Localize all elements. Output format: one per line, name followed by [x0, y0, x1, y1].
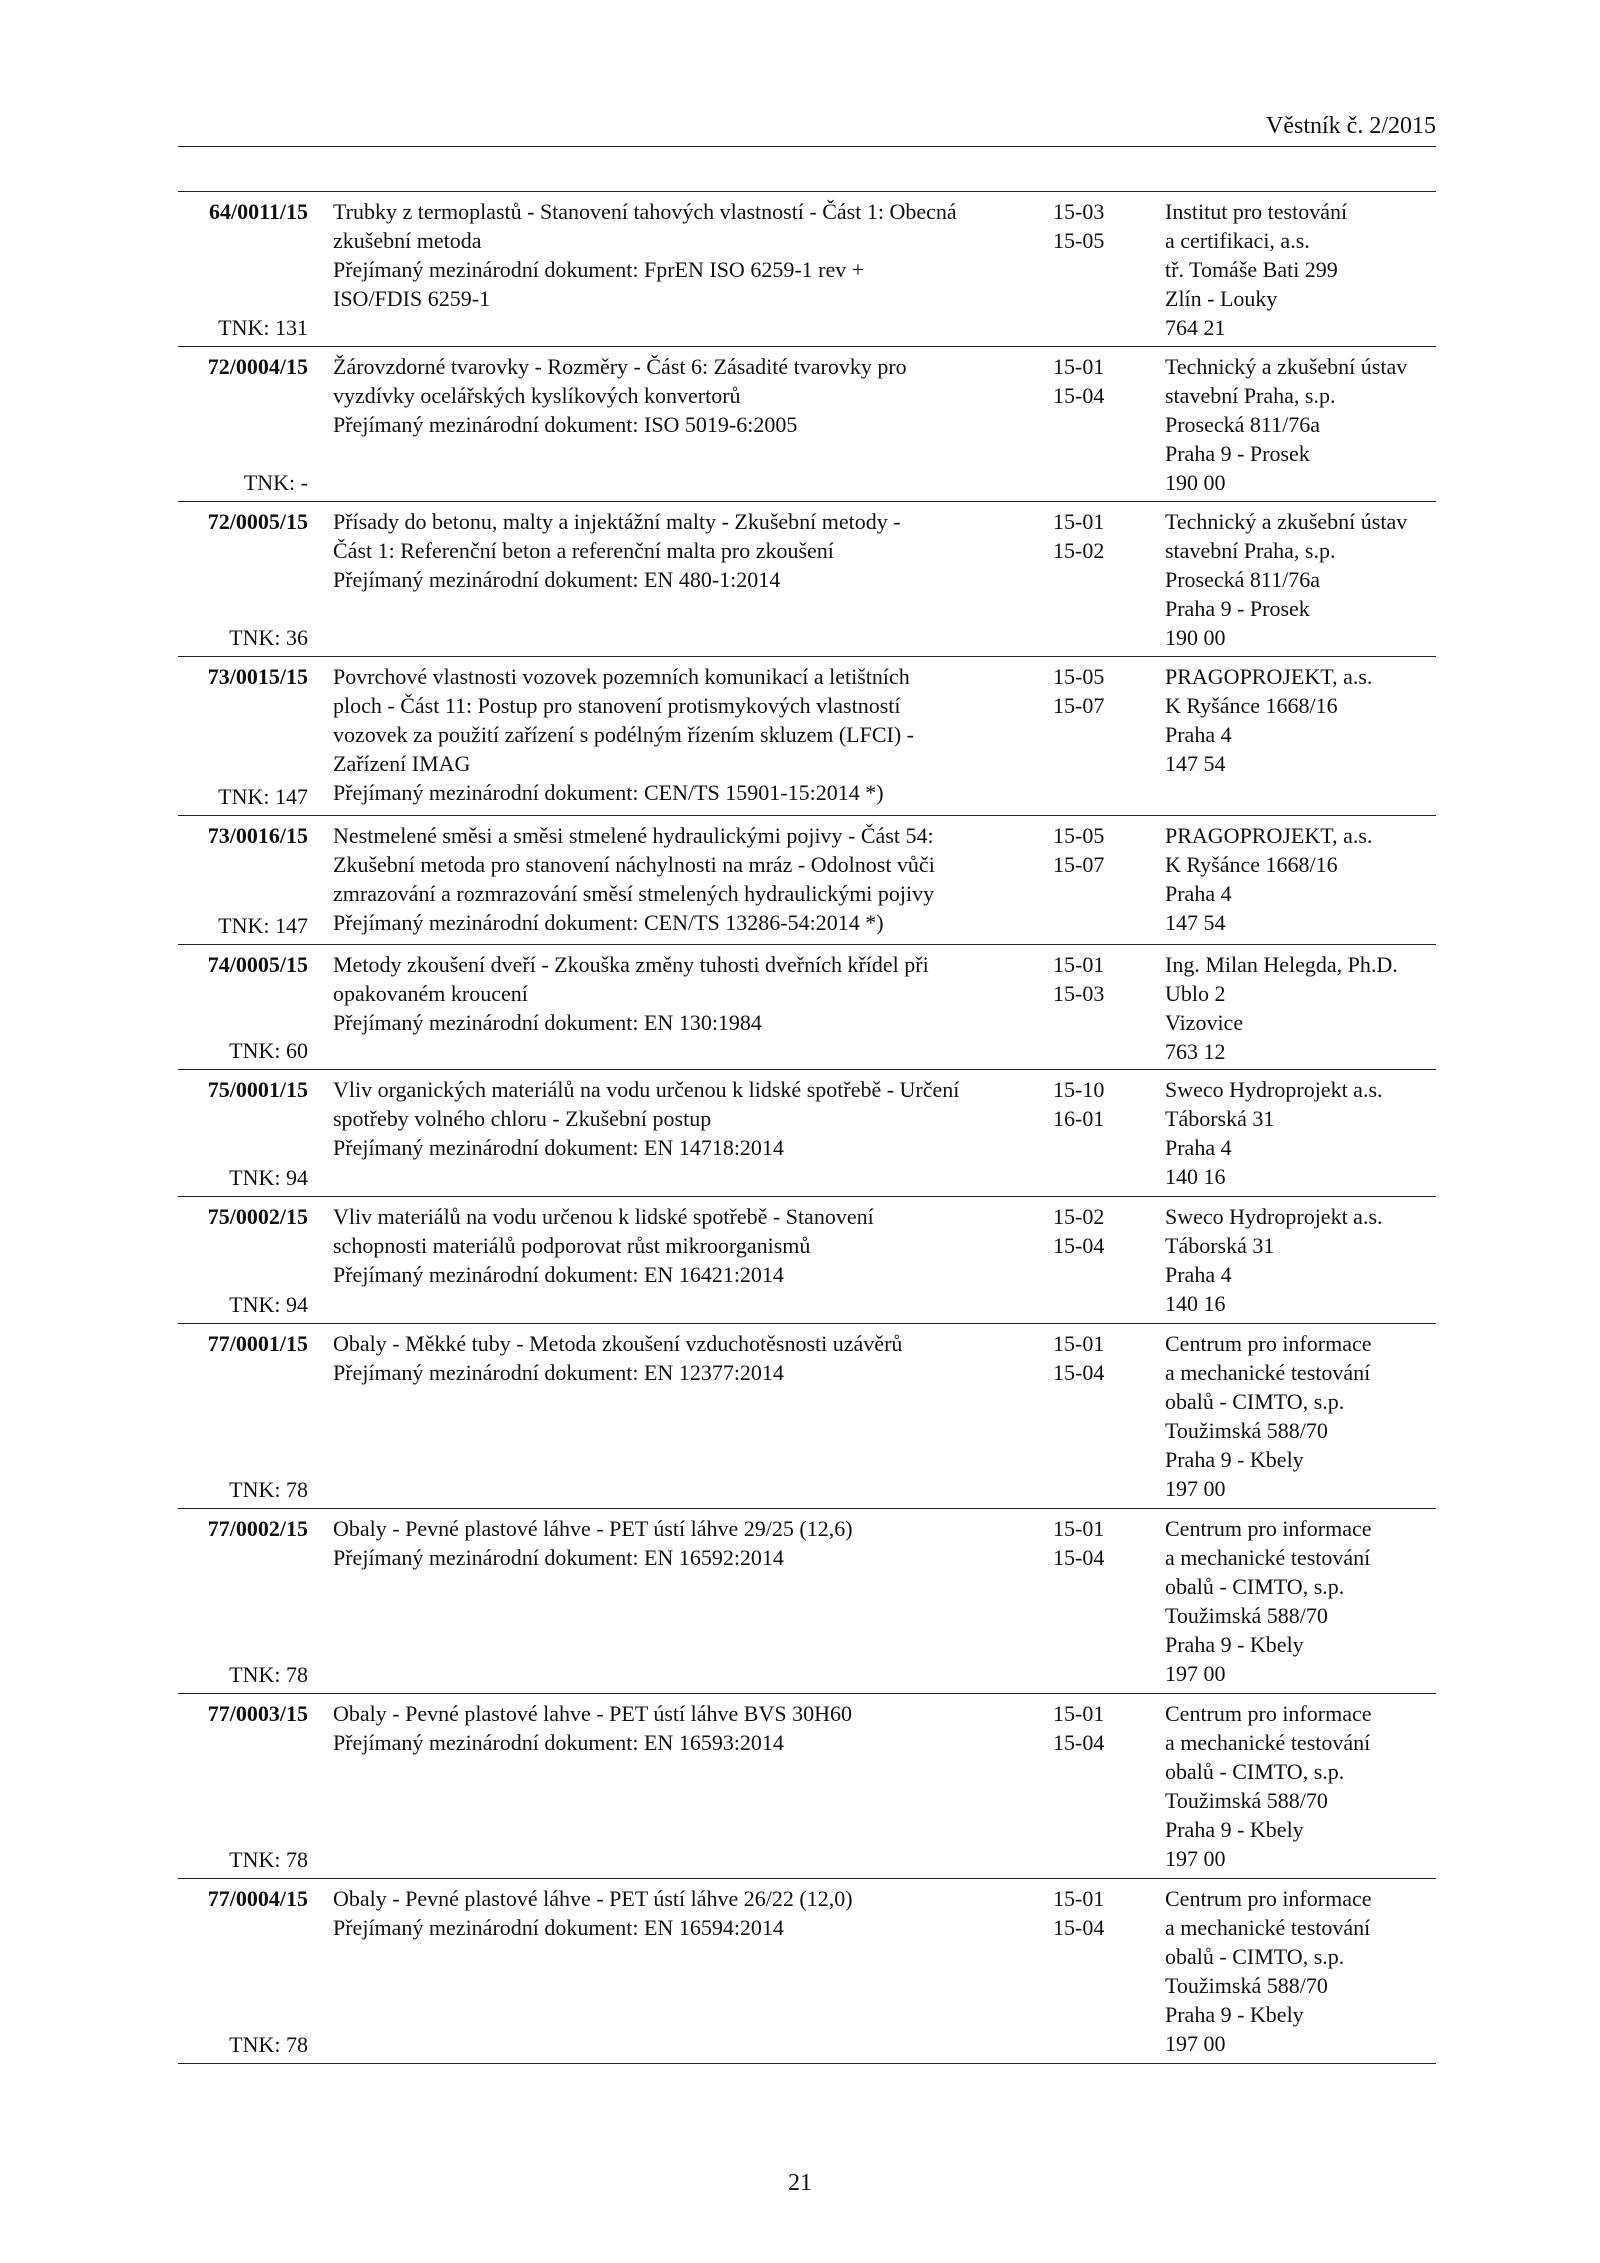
org-line: Vizovice [1165, 1010, 1244, 1035]
title-line: Přejímaný mezinárodní dokument: CEN/TS 15901-15:2014 *) [333, 780, 884, 805]
org-line: PRAGOPROJEKT, a.s. [1165, 664, 1373, 689]
standard-title [333, 662, 1033, 807]
tnk-label: TNK: 147 [218, 784, 308, 809]
org-line: Centrum pro informace [1165, 1331, 1372, 1356]
org-line: PRAGOPROJEKT, a.s. [1165, 823, 1373, 848]
organization-address [1165, 352, 1435, 497]
org-line: a mechanické testování [1165, 1915, 1371, 1940]
org-line: 190 00 [1165, 625, 1226, 650]
org-line: Toužimská 588/70 [1165, 1418, 1328, 1443]
org-line: Centrum pro informace [1165, 1516, 1372, 1541]
date-value: 15-02 [1053, 1204, 1105, 1229]
table-row [178, 1070, 1436, 1197]
table-row [178, 1879, 1436, 2064]
title-line: Zkušební metoda pro stanovení náchylnosti na mráz - Odolnost vůči [333, 852, 935, 877]
organization-address [1165, 1329, 1435, 1503]
table-row [178, 1324, 1436, 1509]
org-line: Prosecká 811/76a [1165, 412, 1320, 437]
dates [1053, 662, 1143, 720]
table-row [178, 657, 1436, 816]
title-line: Část 1: Referenční beton a referenční malta pro zkoušení [333, 538, 834, 563]
date-value: 15-03 [1053, 981, 1105, 1006]
standard-title [333, 1329, 1033, 1387]
table-row [178, 502, 1436, 657]
title-line: ISO/FDIS 6259-1 [333, 286, 491, 311]
date-value: 16-01 [1053, 1106, 1105, 1131]
standard-code: 75/0002/15 [207, 1204, 308, 1229]
title-line: Přejímaný mezinárodní dokument: EN 16593:2014 [333, 1730, 784, 1755]
tnk-label: TNK: 36 [229, 625, 308, 650]
tnk-label: TNK: 78 [229, 2032, 308, 2057]
standard-code: 77/0002/15 [207, 1516, 308, 1541]
org-line: 763 12 [1165, 1039, 1226, 1064]
org-line: obalů - CIMTO, s.p. [1165, 1944, 1345, 1969]
date-value: 15-04 [1053, 1545, 1105, 1570]
org-line: tř. Tomáše Bati 299 [1165, 257, 1338, 282]
standard-code: 74/0005/15 [207, 952, 308, 977]
org-line: Táborská 31 [1165, 1106, 1275, 1131]
standard-code: 77/0004/15 [207, 1886, 308, 1911]
title-line: Vliv materiálů na vodu určenou k lidské spotřebě - Stanovení [333, 1204, 874, 1229]
title-line: vyzdívky ocelářských kyslíkových konvertorů [333, 383, 741, 408]
org-line: 764 21 [1165, 315, 1226, 340]
dates [1053, 950, 1143, 1008]
org-line: Ing. Milan Helegda, Ph.D. [1165, 952, 1398, 977]
table-row [178, 347, 1436, 502]
date-value: 15-07 [1053, 693, 1105, 718]
title-line: Přejímaný mezinárodní dokument: EN 16594:2014 [333, 1915, 784, 1940]
org-line: 197 00 [1165, 1846, 1226, 1871]
standard-title [333, 821, 1033, 937]
date-value: 15-01 [1053, 1516, 1105, 1541]
organization-address [1165, 821, 1435, 937]
page-header: Věstník č. 2/2015 [1266, 113, 1436, 139]
org-line: stavební Praha, s.p. [1165, 538, 1336, 563]
date-value: 15-01 [1053, 509, 1105, 534]
standard-code: 72/0004/15 [207, 354, 308, 379]
title-line: Trubky z termoplastů - Stanovení tahových vlastností - Část 1: Obecná [333, 199, 957, 224]
date-value: 15-01 [1053, 1331, 1105, 1356]
header-divider [178, 146, 1436, 147]
org-line: Institut pro testování [1165, 199, 1348, 224]
tnk-label: TNK: 78 [229, 1662, 308, 1687]
tnk-label: TNK: 78 [229, 1477, 308, 1502]
org-line: 147 54 [1165, 751, 1226, 776]
org-line: Technický a zkušební ústav [1165, 354, 1408, 379]
title-line: Přísady do betonu, malty a injektážní malty - Zkušební metody - [333, 509, 901, 534]
org-line: a mechanické testování [1165, 1730, 1371, 1755]
table-row [178, 945, 1436, 1070]
date-value: 15-01 [1053, 952, 1105, 977]
organization-address [1165, 1075, 1435, 1191]
dates [1053, 197, 1143, 255]
title-line: zmrazování a rozmrazování směsí stmelených hydraulickými pojivy [333, 881, 935, 906]
date-value: 15-05 [1053, 228, 1105, 253]
dates [1053, 507, 1143, 565]
tnk-label: TNK: - [243, 470, 308, 495]
organization-address [1165, 1202, 1435, 1318]
standards-table [178, 191, 1436, 2064]
tnk-label: TNK: 78 [229, 1847, 308, 1872]
org-line: K Ryšánce 1668/16 [1165, 693, 1338, 718]
org-line: a mechanické testování [1165, 1545, 1371, 1570]
table-row [178, 1509, 1436, 1694]
standard-code: 64/0011/15 [208, 199, 308, 224]
title-line: vozovek za použití zařízení s podélným řízením skluzem (LFCI) - [333, 722, 914, 747]
tnk-label: TNK: 94 [229, 1165, 308, 1190]
title-line: zkušební metoda [333, 228, 482, 253]
standard-code: 73/0015/15 [207, 664, 308, 689]
org-line: Toužimská 588/70 [1165, 1973, 1328, 1998]
standard-title [333, 950, 1033, 1037]
dates [1053, 1329, 1143, 1387]
title-line: Obaly - Pevné plastové lahve - PET ústí láhve BVS 30H60 [333, 1701, 852, 1726]
title-line: Povrchové vlastnosti vozovek pozemních komunikací a letištních [333, 664, 910, 689]
dates [1053, 1884, 1143, 1942]
table-row [178, 192, 1436, 347]
date-value: 15-04 [1053, 1915, 1105, 1940]
org-line: 140 16 [1165, 1291, 1226, 1316]
org-line: Centrum pro informace [1165, 1886, 1372, 1911]
org-line: Praha 9 - Kbely [1165, 1447, 1304, 1472]
organization-address [1165, 662, 1435, 778]
org-line: 197 00 [1165, 1476, 1226, 1501]
org-line: Praha 9 - Prosek [1165, 596, 1310, 621]
org-line: Praha 4 [1165, 722, 1232, 747]
organization-address [1165, 197, 1435, 342]
standard-title [333, 1202, 1033, 1289]
org-line: Ublo 2 [1165, 981, 1226, 1006]
title-line: Obaly - Pevné plastové láhve - PET ústí láhve 26/22 (12,0) [333, 1886, 853, 1911]
title-line: Žárovzdorné tvarovky - Rozměry - Část 6: Zásadité tvarovky pro [333, 354, 907, 379]
title-line: opakovaném kroucení [333, 981, 528, 1006]
tnk-label: TNK: 94 [229, 1292, 308, 1317]
title-line: Nestmelené směsi a směsi stmelené hydraulickými pojivy - Část 54: [333, 823, 934, 848]
org-line: 140 16 [1165, 1164, 1226, 1189]
page-number: 21 [788, 2170, 812, 2196]
standard-code: 73/0016/15 [207, 823, 308, 848]
title-line: Přejímaný mezinárodní dokument: EN 16421:2014 [333, 1262, 784, 1287]
standard-title [333, 507, 1033, 594]
org-line: Táborská 31 [1165, 1233, 1275, 1258]
dates [1053, 1202, 1143, 1260]
standard-title [333, 1075, 1033, 1162]
org-line: Sweco Hydroprojekt a.s. [1165, 1204, 1383, 1229]
tnk-label: TNK: 147 [218, 913, 308, 938]
standard-code: 77/0003/15 [207, 1701, 308, 1726]
dates [1053, 1699, 1143, 1757]
org-line: Praha 4 [1165, 881, 1232, 906]
table-row [178, 1197, 1436, 1324]
org-line: 190 00 [1165, 470, 1226, 495]
title-line: Vliv organických materiálů na vodu určenou k lidské spotřebě - Určení [333, 1077, 960, 1102]
org-line: Prosecká 811/76a [1165, 567, 1320, 592]
org-line: 147 54 [1165, 910, 1226, 935]
organization-address [1165, 950, 1435, 1066]
org-line: Praha 4 [1165, 1135, 1232, 1160]
org-line: Praha 9 - Kbely [1165, 2002, 1304, 2027]
title-line: Zařízení IMAG [333, 751, 471, 776]
org-line: Toužimská 588/70 [1165, 1603, 1328, 1628]
org-line: Praha 9 - Kbely [1165, 1632, 1304, 1657]
title-line: Obaly - Měkké tuby - Metoda zkoušení vzduchotěsnosti uzávěrů [333, 1331, 903, 1356]
date-value: 15-02 [1053, 538, 1105, 563]
tnk-label: TNK: 60 [229, 1038, 308, 1063]
date-value: 15-01 [1053, 354, 1105, 379]
title-line: schopnosti materiálů podporovat růst mikroorganismů [333, 1233, 811, 1258]
table-row [178, 816, 1436, 945]
org-line: Praha 9 - Kbely [1165, 1817, 1304, 1842]
table-row [178, 1694, 1436, 1879]
org-line: a certifikaci, a.s. [1165, 228, 1310, 253]
date-value: 15-04 [1053, 383, 1105, 408]
title-line: spotřeby volného chloru - Zkušební postup [333, 1106, 712, 1131]
org-line: Centrum pro informace [1165, 1701, 1372, 1726]
dates [1053, 821, 1143, 879]
standard-code: 75/0001/15 [207, 1077, 308, 1102]
standard-code: 77/0001/15 [207, 1331, 308, 1356]
org-line: Zlín - Louky [1165, 286, 1278, 311]
org-line: K Ryšánce 1668/16 [1165, 852, 1338, 877]
org-line: Praha 9 - Prosek [1165, 441, 1310, 466]
date-value: 15-10 [1053, 1077, 1105, 1102]
standard-title [333, 197, 1033, 313]
org-line: stavební Praha, s.p. [1165, 383, 1336, 408]
org-line: Sweco Hydroprojekt a.s. [1165, 1077, 1383, 1102]
title-line: Přejímaný mezinárodní dokument: EN 12377:2014 [333, 1360, 784, 1385]
dates [1053, 1514, 1143, 1572]
title-line: Přejímaný mezinárodní dokument: EN 130:1984 [333, 1010, 762, 1035]
org-line: a mechanické testování [1165, 1360, 1371, 1385]
date-value: 15-05 [1053, 664, 1105, 689]
dates [1053, 1075, 1143, 1133]
org-line: 197 00 [1165, 1661, 1226, 1686]
org-line: obalů - CIMTO, s.p. [1165, 1759, 1345, 1784]
title-line: Metody zkoušení dveří - Zkouška změny tuhosti dveřních křídel při [333, 952, 929, 977]
standard-title [333, 1699, 1033, 1757]
dates [1053, 352, 1143, 410]
date-value: 15-01 [1053, 1701, 1105, 1726]
date-value: 15-04 [1053, 1730, 1105, 1755]
org-line: Praha 4 [1165, 1262, 1232, 1287]
date-value: 15-05 [1053, 823, 1105, 848]
standard-title [333, 1884, 1033, 1942]
title-line: ploch - Část 11: Postup pro stanovení protismykových vlastností [333, 693, 901, 718]
org-line: obalů - CIMTO, s.p. [1165, 1574, 1345, 1599]
date-value: 15-01 [1053, 1886, 1105, 1911]
standard-title [333, 352, 1033, 439]
org-line: 197 00 [1165, 2031, 1226, 2056]
title-line: Přejímaný mezinárodní dokument: CEN/TS 13286-54:2014 *) [333, 910, 884, 935]
org-line: Toužimská 588/70 [1165, 1788, 1328, 1813]
organization-address [1165, 1699, 1435, 1873]
title-line: Obaly - Pevné plastové láhve - PET ústí láhve 29/25 (12,6) [333, 1516, 853, 1541]
title-line: Přejímaný mezinárodní dokument: ISO 5019-6:2005 [333, 412, 798, 437]
date-value: 15-03 [1053, 199, 1105, 224]
organization-address [1165, 1884, 1435, 2058]
date-value: 15-04 [1053, 1233, 1105, 1258]
title-line: Přejímaný mezinárodní dokument: EN 16592:2014 [333, 1545, 784, 1570]
tnk-label: TNK: 131 [218, 315, 308, 340]
date-value: 15-07 [1053, 852, 1105, 877]
date-value: 15-04 [1053, 1360, 1105, 1385]
organization-address [1165, 1514, 1435, 1688]
standard-title [333, 1514, 1033, 1572]
title-line: Přejímaný mezinárodní dokument: FprEN ISO 6259-1 rev + [333, 257, 865, 282]
title-line: Přejímaný mezinárodní dokument: EN 480-1:2014 [333, 567, 781, 592]
org-line: Technický a zkušební ústav [1165, 509, 1408, 534]
standard-code: 72/0005/15 [207, 509, 308, 534]
title-line: Přejímaný mezinárodní dokument: EN 14718:2014 [333, 1135, 784, 1160]
org-line: obalů - CIMTO, s.p. [1165, 1389, 1345, 1414]
organization-address [1165, 507, 1435, 652]
